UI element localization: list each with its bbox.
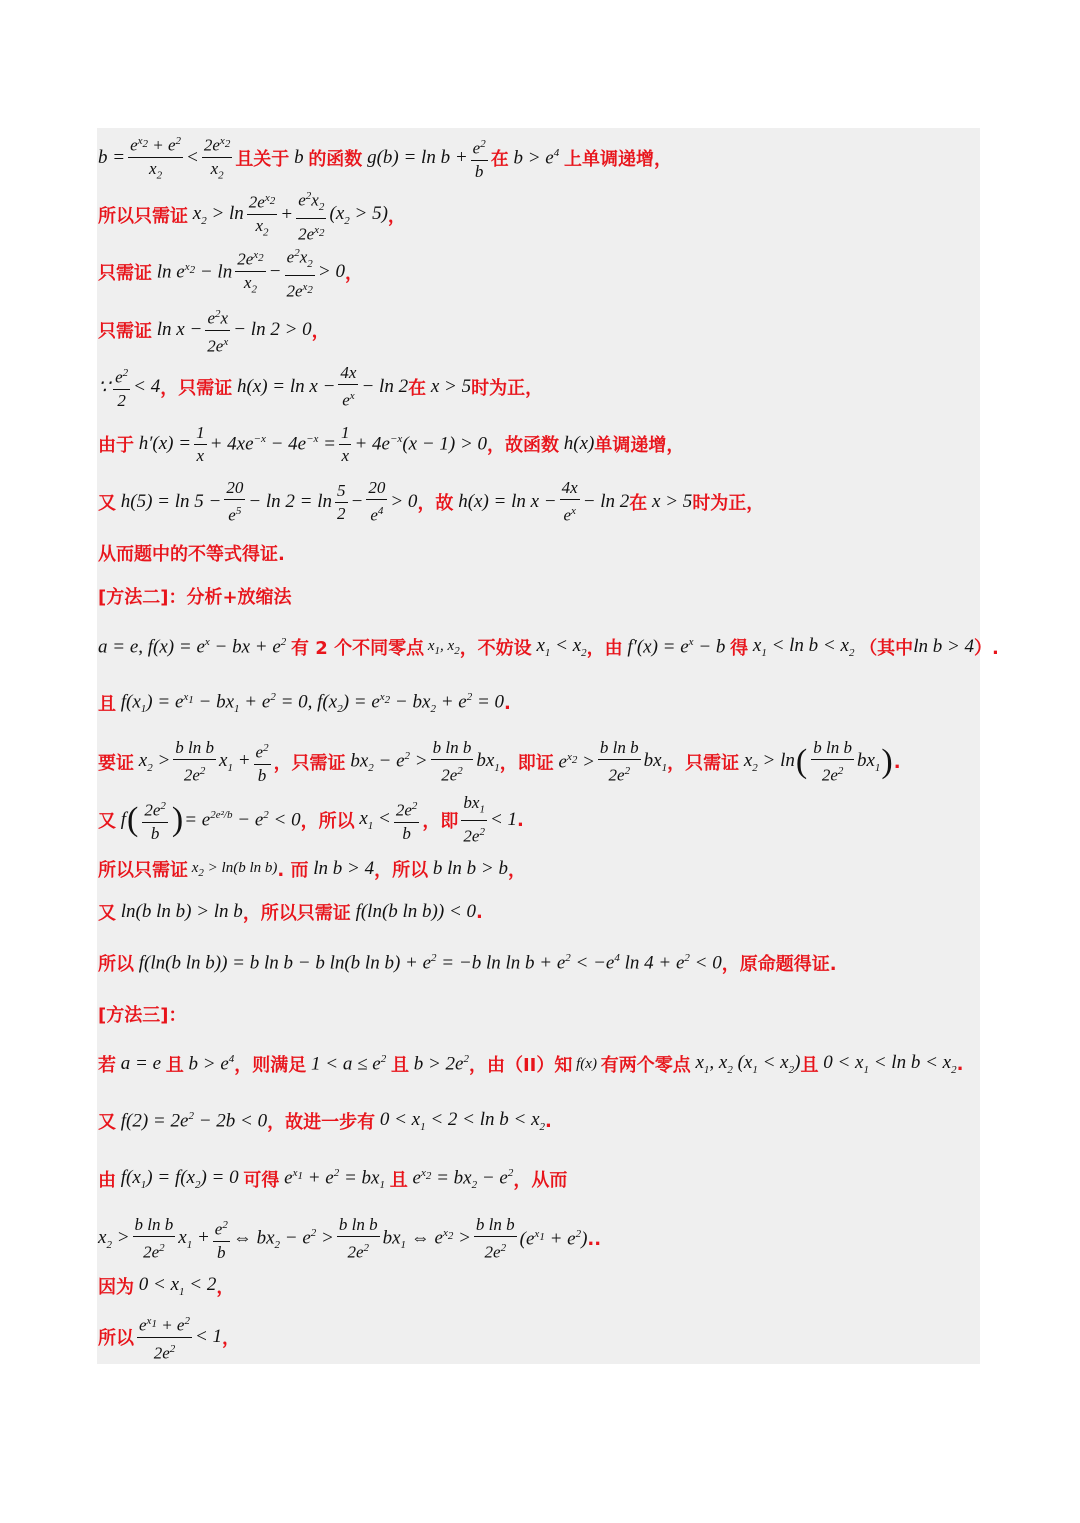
text: [方法三]： xyxy=(98,1005,187,1026)
text: ， xyxy=(345,263,363,284)
text: 由于 xyxy=(98,435,134,456)
text: 只需证 xyxy=(98,321,152,342)
line-12: 要证 $x_2$ > $\frac{\text{b ln b}}{2e^2}$ $x_1$ + $\frac{e^2}{b}$ ，只需证 $bx_2 - e^2$ > $\frac{\text{b ln b}}{2e^2}$ $bx_1$ ，即证 $e^{x_2}$ > $\frac{\text{b ln b}}{2e^2}$ $bx_1$ ，只需证 $x_2 > \ln$ ( $\frac{\text{b ln b}}{2e^2}$ $bx_1$ ) . xyxy=(98,738,901,785)
text: 所以 xyxy=(98,1328,134,1349)
text: ， xyxy=(507,860,526,881)
line-10: a = e, $f(x) = e^x$ − bx + $e^2$ 有 2 个不同零点 $x_1$, $x_2$ ，不妨设 $x_1 < x_2$ ，由 $f'(x) = e^x - b$ 得 $x_1 < \ln b < x_2$ （其中 ln b > 4 ）. xyxy=(98,635,999,659)
line-16: 所以 f(ln(b ln b)) = b ln b − b ln(b $\ln b) + e^2 = -b$ $\ln \ln b + e^2 < -e^4$ $\ln 4 + e^2 < 0$ ，原命题得证. xyxy=(98,951,837,975)
text: 且关于 xyxy=(235,149,290,170)
line-15: 又 ln(b ln b) > ln b ，所以只需证 f(ln(b ln b)) < 0 . xyxy=(98,901,483,924)
line-23: 所以 $\frac{e^{x_1} + e^2}{2e^2}$ < 1 ， xyxy=(98,1307,240,1367)
text: ， xyxy=(311,321,330,342)
text: ，由（II）知 xyxy=(468,1055,573,1076)
text: ，所以只需证 xyxy=(242,903,351,924)
text: . xyxy=(476,901,483,923)
text: ，即证 xyxy=(499,753,554,774)
text: ，则满足 xyxy=(234,1055,307,1076)
line-3: 只需证 $\ln e^{x_2} - \ln$ $\frac{2e^{x_2}}{x_2}$ − $\frac{e^2x_2}{2e^{x_2}}$ > 0 ， xyxy=(98,242,363,302)
text: ，故函数 xyxy=(487,435,560,456)
text: . xyxy=(545,1110,552,1132)
line-1: b = $\frac{e^{x_2} + e^2}{x_2}$ < $\frac{2e^{x_2}}{x_2}$ 且关于 b 的函数 g(b) = ln b + $\frac{e^2}{b}$ 在 $b > e^4$ 上单调递增， xyxy=(98,128,672,188)
line-14: 所以只需证 $x_2 > \ln(b$ ln b) . 而 ln b > 4 ，所以 b ln b > b ， xyxy=(98,858,526,881)
text: 上单调递增， xyxy=(563,149,672,170)
text: 从而题中的不等式得证. xyxy=(98,544,285,565)
text: ，由 xyxy=(586,638,623,659)
text: 只需证 xyxy=(98,263,152,284)
text: ）. xyxy=(974,638,999,659)
line-6: 由于 h′(x) = $\frac{1}{x}$ + $4xe^{-x} - 4e^{-x}$ = $\frac{1}{x}$ + $4e^{-x}(x - 1) > 0$ ，故函数 h(x) 单调递增， xyxy=(98,422,685,465)
text: 若 xyxy=(98,1055,116,1076)
text: 在 xyxy=(490,149,509,170)
text: ， xyxy=(387,206,406,227)
line-22: 因为 $0 < x_1 < 2$ ， xyxy=(98,1274,235,1298)
text: ，故 xyxy=(417,493,454,514)
text: ，所以 xyxy=(374,860,429,881)
text: 由 xyxy=(98,1170,116,1191)
line-4: 只需证 ln x − $\frac{e^2x}{2e^x}$ − ln 2 > 0 ， xyxy=(98,300,330,360)
text: 且 xyxy=(390,1055,409,1076)
text: ，不妨设 xyxy=(459,638,532,659)
text: .. xyxy=(587,1228,602,1250)
text: . xyxy=(517,809,524,831)
text: 单调递增， xyxy=(594,435,685,456)
text: 在 xyxy=(629,493,648,514)
text: 有 2 个不同零点 xyxy=(291,638,425,659)
text: 又 xyxy=(98,493,116,514)
line-5: ∵ $\frac{e^2}{2}$ < 4 ，只需证 h(x) = ln x − $\frac{4x}{e^x}$ − ln 2 在 x > 5 时为正， xyxy=(98,363,544,410)
text: 又 xyxy=(98,811,116,832)
text: 要证 xyxy=(98,753,134,774)
text: ，只需证 xyxy=(667,753,740,774)
text: ，故进一步有 xyxy=(267,1112,376,1133)
line-18: 若 a = e 且 $b > e^4$ ，则满足 $1 < a \le e^2$ 且 $b > 2e^2$ ，由（II）知 f(x) 有两个零点 $x_1$, $x_2$ $(x_1 < x_2)$ 且 $0 < x_1 < \ln b < x_2$ . xyxy=(98,1052,964,1076)
line-13: 又 f ( $\frac{2e^2}{b}$ ) = $e^{2e^2/b} - e^2 < 0$ ，所以 $x_1$ < $\frac{2e^2}{b}$ ，即 $\frac{bx_1}{2e^2}$ < 1 . xyxy=(98,792,524,847)
line-19: 又 $f(2) = 2e^2 - 2b < 0$ ，故进一步有 $0 < x_1 < 2 < \ln b < x_2$ . xyxy=(98,1109,552,1133)
text: 在 xyxy=(408,378,427,399)
text: 时为正， xyxy=(471,378,544,399)
text: 所以只需证 xyxy=(98,860,188,881)
line-21: $x_2$ > $\frac{\text{b ln b}}{2e^2}$ $x_1$ + $\frac{e^2}{b}$ ⇔ $bx_2 - e^2$ > $\frac{\text{b ln b}}{2e^2}$ $bx_1$ ⇔ $e^{x_2}$ > $\frac{\text{b ln b}}{2e^2}$ $(e^{x_1} + e^2)$ .. xyxy=(98,1215,602,1262)
text: ，所以 xyxy=(300,811,355,832)
text: ， xyxy=(216,1277,235,1298)
text: （其中 xyxy=(859,638,914,659)
text: 且 xyxy=(800,1055,819,1076)
text: 所以 xyxy=(98,954,134,975)
text: 且 xyxy=(165,1055,184,1076)
line-20: 由 $f(x_1) = f(x_2) = 0$ 可得 $e^{x_1} + e^2 = bx_1$ 且 $e^{x_2} = bx_2 - e^2$ ，从而 xyxy=(98,1166,568,1192)
text: 因为 xyxy=(98,1277,134,1298)
line-11: 且 $f(x_1) = e^{x_1} - bx_1 + e^2 = 0$, $f(x_2) = e^{x_2} - bx_2 + e^2 = 0$ . xyxy=(98,690,511,716)
line-2: 所以只需证 $x_2 > \ln$ $\frac{2e^{x_2}}{x_2}$ + $\frac{e^2x_2}{2e^{x_2}}$ $(x_2 > 5)$ ， xyxy=(98,185,406,245)
text: 且 xyxy=(98,694,116,715)
text: ，原命题得证. xyxy=(721,954,837,975)
text: 且 xyxy=(389,1170,408,1191)
text: ，只需证 xyxy=(273,753,346,774)
text: ，即 xyxy=(422,811,459,832)
text: 得 xyxy=(730,638,749,659)
text: 又 xyxy=(98,903,116,924)
text: 的函数 xyxy=(308,149,363,170)
text: . xyxy=(893,751,901,773)
text: 有两个零点 xyxy=(600,1055,691,1076)
text: ，只需证 xyxy=(160,378,233,399)
text: . 而 xyxy=(277,860,309,881)
text: 所以只需证 xyxy=(98,206,188,227)
text: ，从而 xyxy=(513,1170,568,1191)
line-7: 又 h(5) = ln 5 − $\frac{20}{e^5}$ − ln 2 = ln $\frac{5}{2}$ − $\frac{20}{e^4}$ > 0 ，故 h(x) = ln x − $\frac{4x}{e^x}$ − ln 2 在 x > 5 时为正， xyxy=(98,478,765,525)
text: ， xyxy=(222,1328,241,1349)
text: 可得 xyxy=(243,1170,280,1191)
text: . xyxy=(956,1053,964,1075)
text: 时为正， xyxy=(692,493,765,514)
text: . xyxy=(504,692,511,714)
text: [方法二]：分析+放缩法 xyxy=(98,587,292,608)
text: 又 xyxy=(98,1112,116,1133)
